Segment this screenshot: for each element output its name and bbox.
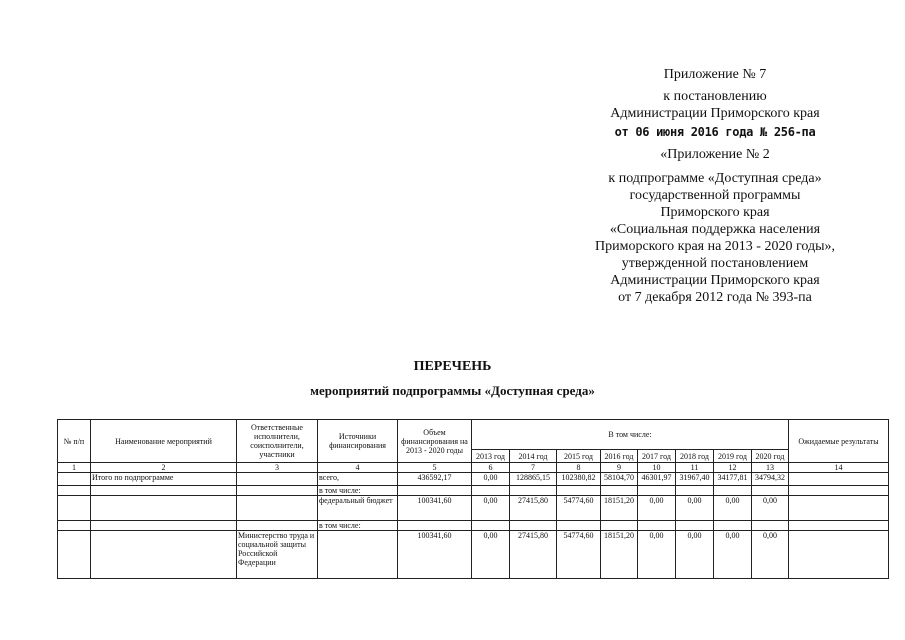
volume-cell: 100341,60 — [398, 496, 472, 521]
empty-cell — [91, 531, 237, 579]
header-line: к подпрограмме «Доступная среда» — [608, 171, 822, 186]
empty-cell — [789, 486, 889, 496]
source-cell: всего, — [318, 473, 398, 486]
empty-cell — [638, 486, 676, 496]
column-number: 1 — [58, 463, 91, 473]
value-cell: 0,00 — [472, 531, 510, 579]
empty-cell — [789, 473, 889, 486]
empty-cell — [318, 531, 398, 579]
col-source-header: Источники финансирования — [318, 420, 398, 463]
year-header: 2015 год — [557, 450, 601, 463]
column-number: 11 — [676, 463, 714, 473]
column-number: 9 — [601, 463, 638, 473]
value-cell: 0,00 — [714, 496, 752, 521]
value-cell: 0,00 — [676, 496, 714, 521]
source-cell: федеральный бюджет — [318, 496, 398, 521]
column-number: 6 — [472, 463, 510, 473]
empty-cell — [237, 496, 318, 521]
column-number: 8 — [557, 463, 601, 473]
col-volume-header: Объем финансирования на 2013 - 2020 годы — [398, 420, 472, 463]
value-cell: 128865,15 — [510, 473, 557, 486]
column-number: 7 — [510, 463, 557, 473]
document-title: ПЕРЕЧЕНЬ — [413, 359, 492, 374]
empty-cell — [510, 486, 557, 496]
empty-cell — [752, 486, 789, 496]
empty-cell — [91, 521, 237, 531]
column-number: 4 — [318, 463, 398, 473]
year-header: 2018 год — [676, 450, 714, 463]
empty-cell — [91, 486, 237, 496]
empty-cell — [676, 521, 714, 531]
empty-cell — [237, 521, 318, 531]
col-name-header: Наименование мероприятий — [91, 420, 237, 463]
value-cell: 0,00 — [638, 496, 676, 521]
empty-cell — [789, 531, 889, 579]
empty-cell — [714, 521, 752, 531]
empty-cell — [58, 521, 91, 531]
column-number: 10 — [638, 463, 676, 473]
value-cell: 0,00 — [752, 496, 789, 521]
source-cell: в том числе: — [318, 521, 398, 531]
empty-cell — [472, 486, 510, 496]
header-line: к постановлению — [663, 89, 767, 104]
measure-name: Итого по подпрограмме — [91, 473, 237, 486]
header-line: утвержденной постановлением — [621, 256, 809, 271]
empty-cell — [58, 486, 91, 496]
col-responsible-header: Ответственные исполнители, соисполнители, участники — [237, 420, 318, 463]
year-header: 2017 год — [638, 450, 676, 463]
empty-cell — [510, 521, 557, 531]
value-cell: 0,00 — [472, 473, 510, 486]
header-line: от 7 декабря 2012 года № 393-па — [618, 290, 812, 305]
col-including-header: В том числе: — [472, 420, 789, 450]
appendix-number: Приложение № 7 — [663, 67, 767, 82]
value-cell: 34794,32 — [752, 473, 789, 486]
year-header: 2013 год — [472, 450, 510, 463]
column-number: 3 — [237, 463, 318, 473]
table-row — [58, 473, 889, 486]
value-cell: 34177,81 — [714, 473, 752, 486]
volume-cell: 436592,17 — [398, 473, 472, 486]
empty-cell — [601, 486, 638, 496]
header-line: государственной программы — [629, 188, 801, 203]
year-header: 2016 год — [601, 450, 638, 463]
header-line: Приморского края на 2013 - 2020 годы», — [594, 239, 835, 254]
table-row — [58, 531, 889, 579]
column-number: 5 — [398, 463, 472, 473]
header-line: Администрации Приморского края — [610, 273, 820, 288]
col-results-header: Ожидаемые результаты — [789, 420, 889, 463]
empty-cell — [58, 531, 91, 579]
empty-cell — [237, 486, 318, 496]
empty-cell — [557, 486, 601, 496]
column-number: 2 — [91, 463, 237, 473]
year-header: 2020 год — [752, 450, 789, 463]
value-cell: 18151,20 — [601, 496, 638, 521]
value-cell: 0,00 — [472, 496, 510, 521]
volume-cell: 100341,60 — [398, 531, 472, 579]
empty-cell — [398, 486, 472, 496]
value-cell: 46301,97 — [638, 473, 676, 486]
empty-cell — [789, 521, 889, 531]
header-line: Администрации Приморского края — [610, 106, 820, 121]
col-number-header: № п/п — [58, 420, 91, 463]
value-cell: 0,00 — [714, 531, 752, 579]
year-header: 2014 год — [510, 450, 557, 463]
value-cell: 58104,70 — [601, 473, 638, 486]
header-line: «Приложение № 2 — [660, 147, 770, 162]
empty-cell — [676, 486, 714, 496]
empty-cell — [601, 521, 638, 531]
value-cell: 102380,82 — [557, 473, 601, 486]
empty-cell — [58, 473, 91, 486]
table-row — [58, 496, 889, 521]
empty-cell — [58, 496, 91, 521]
empty-cell — [237, 473, 318, 486]
empty-cell — [557, 521, 601, 531]
column-number: 12 — [714, 463, 752, 473]
value-cell: 31967,40 — [676, 473, 714, 486]
empty-cell — [714, 486, 752, 496]
column-number: 13 — [752, 463, 789, 473]
value-cell: 0,00 — [676, 531, 714, 579]
empty-cell — [472, 521, 510, 531]
value-cell: 27415,80 — [510, 531, 557, 579]
table-header-row — [58, 420, 889, 450]
empty-cell — [752, 521, 789, 531]
year-header: 2019 год — [714, 450, 752, 463]
column-number: 14 — [789, 463, 889, 473]
document-subtitle: мероприятий подпрограммы «Доступная среда» — [310, 383, 595, 398]
empty-cell — [91, 496, 237, 521]
value-cell: 54774,60 — [557, 496, 601, 521]
responsible-cell: Министерство труда и социальной защиты Российской Федерации — [237, 531, 318, 579]
value-cell: 18151,20 — [601, 531, 638, 579]
date-stamp: от 06 июня 2016 года № 256-па — [614, 125, 816, 139]
header-line: Приморского края — [660, 205, 770, 220]
value-cell: 27415,80 — [510, 496, 557, 521]
table-row — [58, 486, 889, 496]
source-cell: в том числе: — [318, 486, 398, 496]
header-line: «Социальная поддержка населения — [609, 222, 821, 237]
empty-cell — [789, 496, 889, 521]
value-cell: 54774,60 — [557, 531, 601, 579]
empty-cell — [638, 521, 676, 531]
table-row — [58, 521, 889, 531]
empty-cell — [398, 521, 472, 531]
column-numbers-row — [58, 463, 889, 473]
value-cell: 0,00 — [638, 531, 676, 579]
value-cell: 0,00 — [752, 531, 789, 579]
measures-table — [57, 419, 889, 579]
